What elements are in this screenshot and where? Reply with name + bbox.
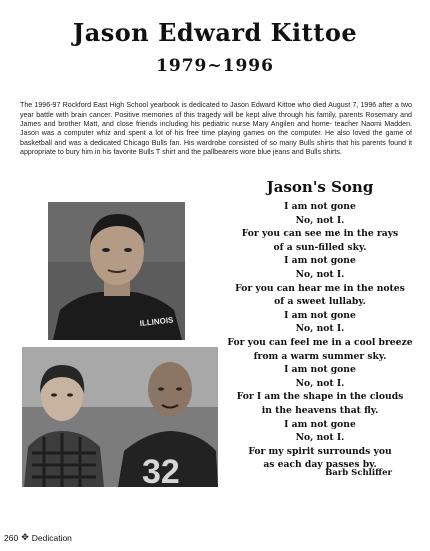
song-line: For you can feel me in a cool breeze xyxy=(227,336,413,348)
song-line: of a sun-filled sky. xyxy=(273,241,367,253)
ornament-icon: ✥ xyxy=(21,532,29,542)
song-line: No, not I. xyxy=(295,432,345,444)
section-name: Dedication xyxy=(31,532,72,543)
life-years: 1979~1996 xyxy=(156,56,274,76)
portrait-photo xyxy=(48,202,185,340)
song-line: No, not I. xyxy=(295,268,345,280)
song-line: of a sweet lullaby. xyxy=(274,296,366,308)
song-line: I am not gone xyxy=(284,309,356,321)
group-photo xyxy=(22,347,218,487)
shirt-text: ILLINOIS xyxy=(139,315,174,328)
dedication-paragraph: The 1996-97 Rockford East High School yearbook is dedicated to Jason Edward Kittoe who died August 7, 1996 after a two year battle with brain cancer. Positive memories of this tragedy will be kept alive through his family, parents Rosemary and James and brother Matt, and close friends including his pediatric nurse Mary Angilen and home- teacher Naomi Madden. Jason was a computer whiz and spent a lot of his free time playing games on the computer. He also loved the game of basketball and was a dedicated Chicago Bulls fan. His wardrobe consisted of so many Bulls shirts that his parents found it appropriate to bury him in his favorite Bulls T shirt and the pallbearers wore blue jeans and Bulls shirts. xyxy=(20,101,412,157)
song-line: I am not gone xyxy=(284,255,356,267)
page-footer xyxy=(4,532,72,543)
song-line: in the heavens that fly. xyxy=(261,404,379,416)
song-line: For you can see me in the rays xyxy=(241,228,399,240)
song-line: No, not I. xyxy=(295,377,345,389)
song-line: No, not I. xyxy=(295,214,345,226)
song-line: No, not I. xyxy=(295,323,345,335)
song-line: For my spirit surrounds you xyxy=(248,445,392,457)
song-line: as each day passes by. xyxy=(263,459,377,471)
song-line: For you can hear me in the notes xyxy=(235,282,405,294)
song-line: For I am the shape in the clouds xyxy=(236,391,404,403)
page-number: 260 xyxy=(4,532,19,543)
song-line: I am not gone xyxy=(284,418,356,430)
page-title: Jason Edward Kittoe xyxy=(72,18,358,47)
song-author: Barb Schliffer xyxy=(325,468,392,478)
portrait-photo-drawing xyxy=(48,202,185,340)
song-line: I am not gone xyxy=(284,364,356,376)
song-line: from a warm summer sky. xyxy=(253,350,387,362)
song-line: I am not gone xyxy=(284,201,356,212)
song-lines xyxy=(222,200,418,472)
group-photo-drawing xyxy=(22,347,218,487)
jersey-number: 32 xyxy=(142,453,180,487)
song-title: Jason's Song xyxy=(266,178,374,196)
